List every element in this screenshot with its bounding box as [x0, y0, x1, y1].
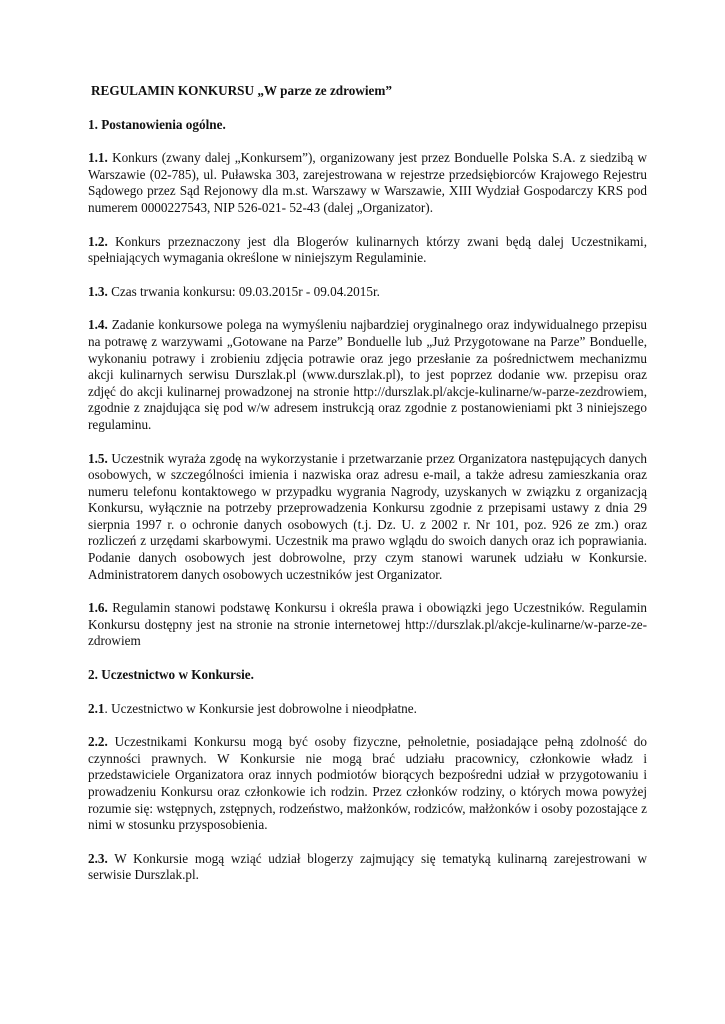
paragraph-text: W Konkursie mogą wziąć udział blogerzy zajmujący się tematyką kulinarną zarejestrowani w serwisie Durszlak.pl. [88, 850, 647, 883]
paragraph-text: Uczestnikami Konkursu mogą być osoby fizyczne, pełnoletnie, posiadające pełną zdolność do czynności prawnych. W Konkursie nie mogą brać udziału pracownicy, członkowie władz i przedstawiciele Organizatora oraz innych podmiotów biorących bezpośredni udział w przygotowaniu i prowadzeniu Konkursu oraz członkowie ich rodzin. Przez członków rodziny, o których mowa powyżej rozumie się: wstępnych, zstępnych, rodzeństwo, małżonków, rodziców, małżonków i osoby pozostające z nimi w stosunku przysposobienia. [88, 734, 647, 833]
paragraph-1-2 [88, 234, 647, 267]
paragraph-text: Uczestnik wyraża zgodę na wykorzystanie i przetwarzanie przez Organizatora następujących danych osobowych, w szczególności imienia i nazwiska oraz adresu e-mail, a także adresu zamieszkania oraz numeru telefonu kontaktowego w przypadku wygrania Nagrody, uzyskanych w związku z organizacją Konkursu, wyłącznie na potrzeby przeprowadzenia Konkursu zgodnie z przepisami ustawy z dnia 29 sierpnia 1997 r. o ochronie danych osobowych (t.j. Dz. U. z 2002 r. Nr 101, poz. 926 ze zm.) oraz rozliczeń z urzędami skarbowymi. Uczestnik ma prawo wglądu do swoich danych oraz ich poprawiania. Podanie danych osobowych jest dobrowolne, przy czym stanowi warunek udziału w Konkursie. Administratorem danych osobowych uczestników jest Organizator. [88, 450, 647, 582]
paragraph-text: Konkurs przeznaczony jest dla Blogerów kulinarnych którzy zwani będą dalej Uczestnikami, spełniających wymagania określone w niniejszym Regulaminie. [88, 233, 647, 266]
section-heading-1: 1. Postanowienia ogólne. [88, 116, 226, 132]
paragraph-text: Czas trwania konkursu: 09.03.2015r - 09.04.2015r. [107, 283, 380, 299]
paragraph-number: 1.5. [88, 450, 108, 466]
paragraph-1-6 [88, 600, 647, 650]
section-heading-2: 2. Uczestnictwo w Konkursie. [88, 667, 254, 683]
paragraph-number: 1.4. [88, 317, 108, 333]
paragraph-2-3 [88, 851, 647, 884]
paragraph-2-1 [88, 701, 647, 718]
paragraph-number: 1.3. [88, 283, 108, 299]
paragraph-number: 2.3. [88, 850, 108, 866]
document-title: REGULAMIN KONKURSU „W parze ze zdrowiem” [91, 83, 392, 98]
paragraph-number: 1.2. [88, 233, 108, 249]
paragraph-number: 2.2. [88, 734, 108, 750]
paragraph-1-4 [88, 317, 647, 433]
paragraph-text: Regulamin stanowi podstawę Konkursu i określa prawa i obowiązki jego Uczestników. Regulamin Konkursu dostępny jest na stronie na stronie internetowej http://durszlak.pl/akcje-kulinarne/w-parze-ze-zdrowiem [88, 600, 647, 649]
paragraph-number: 1.6. [88, 600, 108, 616]
paragraph-1-5 [88, 451, 647, 584]
paragraph-number: 2.1 [88, 700, 105, 716]
paragraph-text: Konkurs (zwany dalej „Konkursem”), organizowany jest przez Bonduelle Polska S.A. z siedzibą w Warszawie (02-785), ul. Puławska 303, zarejestrowana w rejestrze przedsiębiorców Krajowego Rejestru Sądowego przez Sąd Rejonowy dla m.st. Warszawy w Warszawie, XIII Wydział Gospodarczy KRS pod numerem 0000227543, NIP 526-021- 52-43 (dalej „Organizator). [88, 150, 647, 215]
paragraph-number: 1.1. [88, 150, 108, 166]
paragraph-2-2 [88, 734, 647, 834]
paragraph-text: Zadanie konkursowe polega na wymyśleniu najbardziej oryginalnego oraz indywidualnego przepisu na potrawę z warzywami „Gotowane na Parze” Bonduelle lub „Już Przygotowane na Parze” Bonduelle, wykonaniu potrawy i zrobieniu zdjęcia potrawie oraz jego przesłanie za pośrednictwem mechanizmu akcji kulinarnych serwisu Durszlak.pl (www.durszlak.pl), to jest poprzez dodanie ww. przepisu oraz zdjęć do akcji kulinarnej prowadzonej na stronie http://durszlak.pl/akcje-kulinarne/w-parze-zezdrowiem, zgodnie z znajdująca się pod w/w adresem instrukcją oraz zgodnie z postanowieniami pkt 3 niniejszego regulaminu. [88, 317, 647, 432]
paragraph-text: . Uczestnictwo w Konkursie jest dobrowolne i nieodpłatne. [104, 700, 417, 716]
paragraph-1-3 [88, 284, 647, 301]
paragraph-1-1 [88, 150, 647, 216]
